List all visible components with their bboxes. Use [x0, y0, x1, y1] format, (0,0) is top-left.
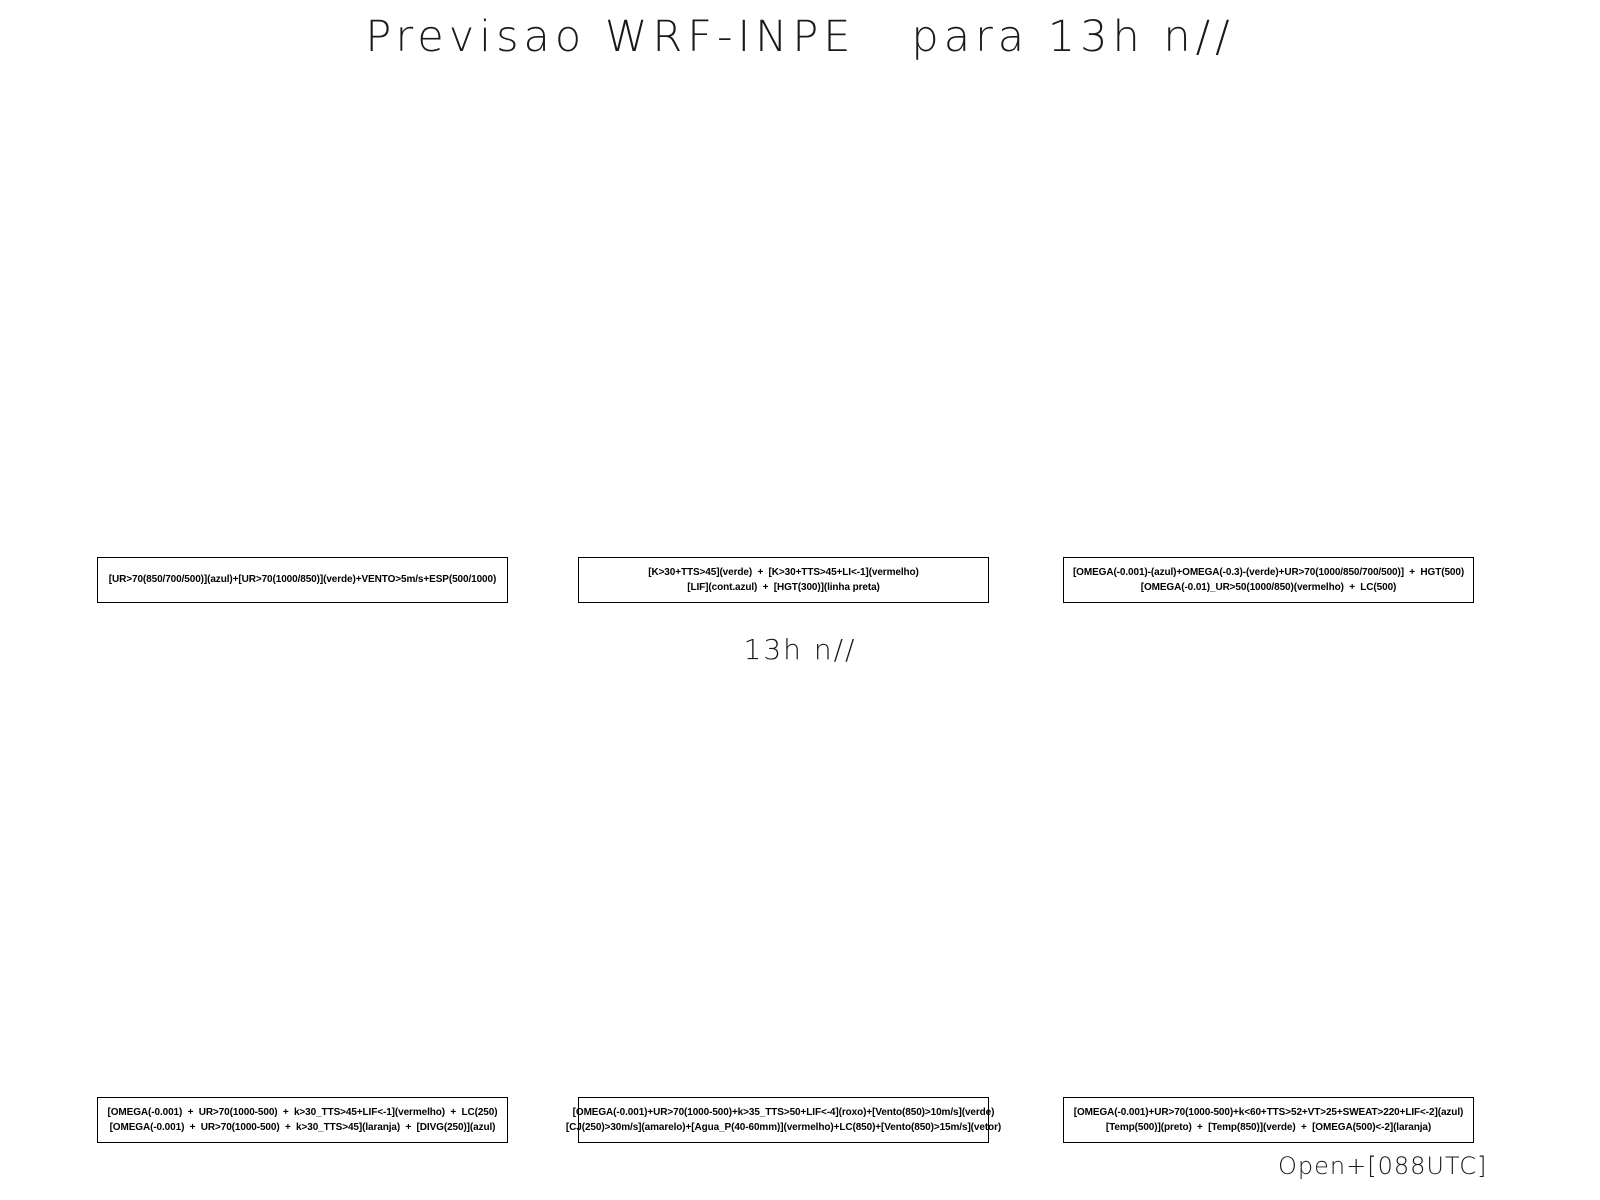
legend-box-bottom-center	[565, 1097, 1002, 1143]
legend-line: [OMEGA(-0.001) + UR>70(1000-500) + k>30_TTS>45+LIF<-1](vermelho) + LC(250)	[107, 1106, 498, 1118]
legend-line: [OMEGA(-0.001)+UR>70(1000-500)+k<60+TTS>52+VT>25+SWEAT>220+LIF<-2](azul)	[1073, 1106, 1464, 1118]
legend-box-top-right	[1063, 557, 1474, 603]
map-panel-top-center	[578, 120, 989, 550]
map-panel-top-left	[97, 120, 508, 550]
legend-line: [Temp(500)](preto) + [Temp(850)](verde) + [OMEGA(500)<-2](laranja)	[1105, 1122, 1432, 1133]
legend-line: [CJ(250)>30m/s](amarelo)+[Agua_P(40-60mm)](vermelho)+LC(850)+[Vento(850)>15m/s](vetor)	[565, 1122, 1002, 1133]
middle-time-label: 13h n//	[743, 633, 857, 666]
legend-line: [LIF](cont.azul) + [HGT(300)](linha preta)	[687, 582, 880, 593]
legend-line: [OMEGA(-0.001) + UR>70(1000-500) + k>30_TTS>45](laranja) + [DIVG(250)](azul)	[109, 1122, 496, 1133]
legend-line: [UR>70(850/700/500)](azul)+[UR>70(1000/850)](verde)+VENTO>5m/s+ESP(500/1000)	[108, 574, 497, 586]
footer-corner-label: Open+[088UTC]	[1278, 1152, 1488, 1180]
map-panel-bottom-center	[578, 670, 989, 1090]
legend-line: [OMEGA(-0.001)-(azul)+OMEGA(-0.3)-(verde)+UR>70(1000/850/700/500)] + HGT(500)	[1072, 566, 1465, 578]
legend-box-top-center	[578, 557, 989, 603]
legend-box-bottom-right	[1063, 1097, 1474, 1143]
legend-line: [OMEGA(-0.01)_UR>50(1000/850)(vermelho) + LC(500)	[1140, 582, 1397, 593]
legend-box-bottom-left	[97, 1097, 508, 1143]
map-panel-bottom-left	[97, 670, 508, 1090]
map-panel-top-right	[1063, 120, 1474, 550]
legend-line: [OMEGA(-0.001)+UR>70(1000-500)+k>35_TTS>50+LIF<-4](roxo)+[Vento(850)>10m/s](verde)	[572, 1106, 995, 1118]
page-title: Previsao WRF-INPE para 13h n//	[365, 12, 1235, 62]
legend-line: [K>30+TTS>45](verde) + [K>30+TTS>45+LI<-1](vermelho)	[648, 566, 919, 578]
map-panel-bottom-right	[1063, 670, 1474, 1090]
legend-box-top-left	[97, 557, 508, 603]
